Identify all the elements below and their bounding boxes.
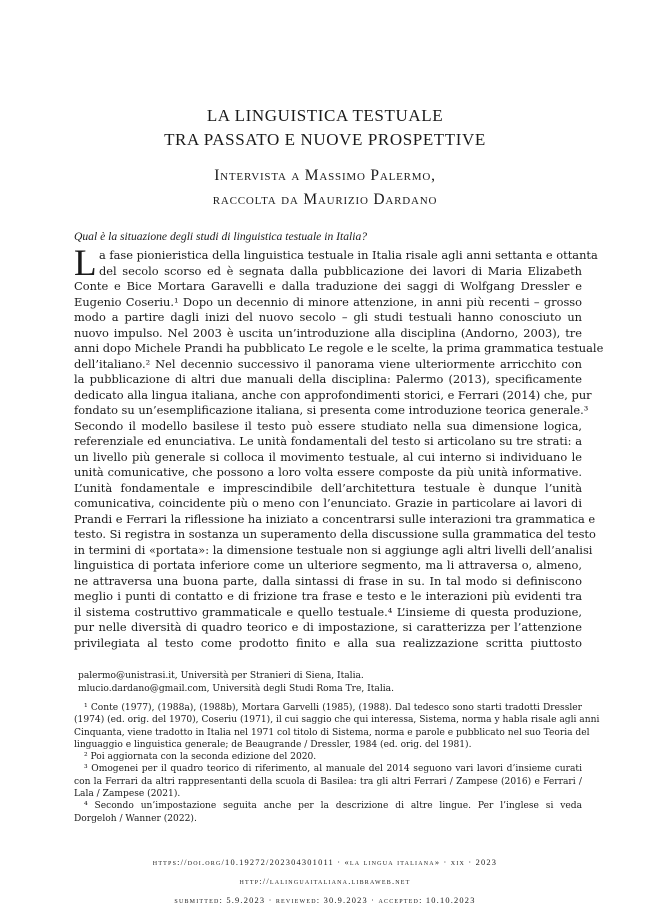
footnote-line: Lala / Zampese (2021). <box>74 789 181 800</box>
doi-line: https://doi.org/10.19272/202304301011 · «la lingua italiana» · xix · 2023 <box>152 858 498 867</box>
body-line: unità comunicative, che possono a loro volta essere composte da più unità informative. <box>74 465 582 479</box>
footnote-line: Dorgeloh / Wanner (2022). <box>74 813 197 824</box>
body-line: Prandi e Ferrari la riflessione ha iniziato a concentrarsi sulle interazioni tra grammatica e <box>74 511 596 526</box>
body-line: meglio i punti di contatto e di frizione tra frase e testo e le interazioni più evidenti tra <box>74 589 582 603</box>
body-line: fondato su un’esemplificazione italiana, si presenta come introduzione teorica generale.³ <box>74 403 589 417</box>
footnote-line: ⁴ Secondo un’impostazione seguita anche per la descrizione di altre lingue. Per l’inglese si veda <box>84 801 582 812</box>
footnote-line: con la Ferrari da altri rappresentanti della scuola di Basilea: tra gli altri Ferrari / Zampese (2016) e Ferrari / <box>74 776 582 787</box>
body-line: nuovo impulso. Nel 2003 è uscita un’introduzione alla disciplina (Andorno, 2003), tre <box>74 325 582 340</box>
body-line: privilegiata al testo come prodotto finito e alla sua realizzazione scritta piuttosto <box>74 635 582 650</box>
footnotes-area <box>74 670 600 825</box>
drop-cap: L <box>74 243 97 284</box>
subtitle-line-1: Intervista a Massimo Palermo, <box>214 167 436 184</box>
body-line: dell’italiano.² Nel decennio successivo il panorama viene ulteriormente arricchito con <box>74 356 582 371</box>
body-line: Conte e Bice Mortara Garavelli e dalla traduzione dei saggi di Wolfgang Dressler e <box>74 279 582 293</box>
article-title <box>0 104 650 152</box>
body-line: anni dopo Michele Prandi ha pubblicato Le regole e le scelte, la prima grammatica testuale <box>74 341 604 355</box>
body-line: pur nelle diversità di quadro teorico e di impostazione, si caratterizza per l’attenzione <box>74 620 582 634</box>
body-line: in termini di «portata»: la dimensione testuale non si aggiunge agli altri livelli dell’analisi <box>74 542 593 557</box>
body-text <box>74 243 604 651</box>
article-subtitle <box>0 164 650 212</box>
footnote-line: (1974) (ed. orig. del 1970), Coseriu (1971), il cui saggio che qui interessa, Sistema, norma y habla risale agli anni <box>74 715 600 726</box>
footnote-line: Cinquanta, viene tradotto in Italia nel 1971 col titolo di Sistema, norma e parole e pubblicato nel suo Teoria del <box>74 727 590 738</box>
body-line: Secondo il modello basilese il testo può essere studiato nella sua dimensione logica, <box>74 418 582 433</box>
body-line: a fase pionieristica della linguistica testuale in Italia risale agli anni settanta e ottanta <box>99 248 598 262</box>
body-line: testo. Si registra in sostanza un superamento della discussione sulla grammatica del testo <box>74 527 596 541</box>
author-affiliation: mlucio.dardano@gmail.com, Università degli Studi Roma Tre, Italia. <box>78 684 394 694</box>
journal-url: http://lalinguaitaliana.libraweb.net <box>239 877 411 886</box>
title-line-2: TRA PASSATO E NUOVE PROSPETTIVE <box>164 130 486 149</box>
body-line: referenziale ed enunciativa. Le unità fondamentali del testo si articolano su tre strati: a <box>74 434 582 448</box>
body-line: modo a partire dagli inizi del nuovo secolo – gli studi testuali hanno conosciuto un <box>74 310 582 324</box>
footnote-line: ¹ Conte (1977), (1988a), (1988b), Mortara Garvelli (1985), (1988). Dal tedesco sono starti tradotti Dressler <box>84 703 582 713</box>
footnote-line: linguaggio e linguistica generale; de Beaugrande / Dressler, 1984 (ed. orig. del 1981). <box>74 739 472 750</box>
body-line: linguistica di portata inferiore come un ulteriore segmento, ma li attraversa o, almeno, <box>74 558 582 572</box>
body-line: L’unità fondamentale e imprescindibile dell’architettura testuale è dunque l’unità <box>74 480 582 495</box>
title-line-1: LA LINGUISTICA TESTUALE <box>206 106 444 125</box>
body-line: dedicato alla lingua italiana, anche con approfondimenti storici, e Ferrari (2014) che, pur <box>74 387 592 402</box>
body-line: ne attraversa una buona parte, dalla sintassi di frase in su. In tal modo si definiscono <box>74 573 582 588</box>
body-line: Eugenio Coseriu.¹ Dopo un decennio di minore attenzione, in anni più recenti – grosso <box>74 294 582 309</box>
body-line: il sistema costruttivo grammaticale e quello testuale.⁴ L’insieme di questa produzione, <box>74 604 582 619</box>
interview-question: Qual è la situazione degli studi di linguistica testuale in Italia? <box>74 230 368 243</box>
body-line: la pubblicazione di altri due manuali della disciplina: Palermo (2013), specificamente <box>74 372 582 386</box>
subtitle-line-2: raccolta da Maurizio Dardano <box>212 191 438 208</box>
author-affiliation: palermo@unistrasi.it, Università per Stranieri di Siena, Italia. <box>78 671 364 681</box>
body-line: del secolo scorso ed è segnata dalla pubblicazione dei lavori di Maria Elizabeth <box>99 263 582 278</box>
footnote-line: ² Poi aggiornata con la seconda edizione del 2020. <box>84 752 317 763</box>
body-line: un livello più generale si colloca il movimento testuale, al cui interno si individuano le <box>74 449 582 464</box>
body-line: comunicativa, coincidente più o meno con l’enunciato. Grazie in particolare ai lavori di <box>74 496 582 510</box>
footnote-line: ³ Omogenei per il quadro teorico di riferimento, al manuale del 2014 seguono vari lavori d’insieme curati <box>84 764 582 775</box>
submission-dates: submitted: 5.9.2023 · reviewed: 30.9.2023 · accepted: 10.10.2023 <box>174 896 476 905</box>
